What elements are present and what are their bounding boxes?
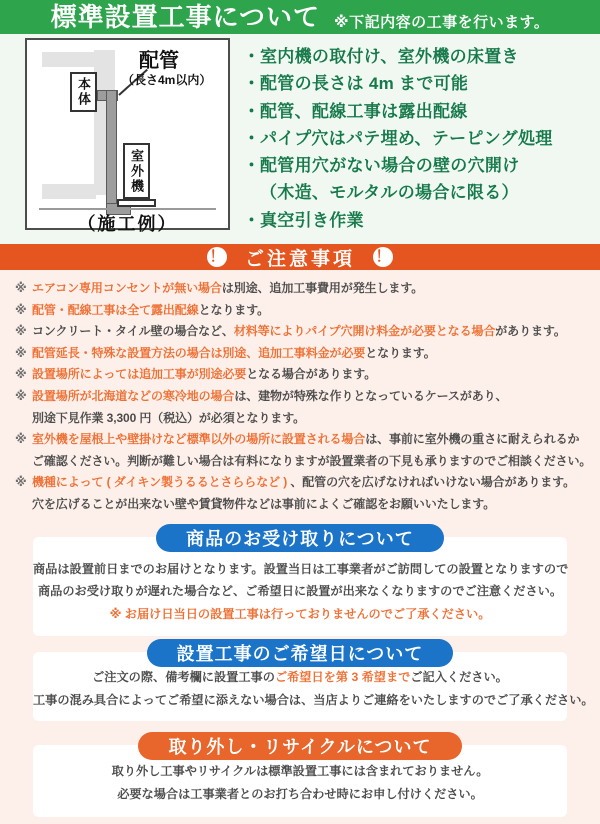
outdoor-unit-box: 室外機 [123, 143, 150, 199]
note-text: があります。 [495, 324, 566, 339]
schedule-text: ご記入ください。 [410, 670, 508, 685]
pickup-text-line: 商品は設置前日までのお届けとなります。設置当日は工事業者がご訪問しての設置となりますので [33, 561, 569, 576]
note-mark: ※ [15, 388, 27, 403]
bullet-dot: ・ [243, 74, 261, 94]
list-item [243, 207, 553, 234]
note-text: は、事前に室外機の重さに耐えられるか [365, 432, 580, 447]
note-highlight: 配管・配線工事は全て露出配線 [32, 302, 199, 317]
note-line [15, 343, 598, 365]
bullet-dot: ・ [243, 156, 261, 176]
note-text: は、建物が特殊な作りとなっているケースがあり、 [234, 388, 508, 403]
note-text: コンクリート・タイル壁の場合など、 [32, 324, 234, 339]
exclamation-icon: ！ [373, 247, 393, 267]
wall-shape [42, 52, 96, 67]
note-line [15, 278, 598, 300]
indoor-unit-box: 本体 [70, 72, 97, 112]
schedule-highlight: ご希望日を第 3 希望まで [274, 670, 411, 685]
note-line [15, 429, 598, 451]
caution-banner [0, 244, 600, 270]
note-mark: ※ [15, 302, 27, 317]
note-text: 別途下見作業 3,300 円（税込）が必須となります。 [32, 410, 306, 425]
note-line [15, 472, 598, 494]
schedule-text-line [33, 666, 567, 689]
caution-notes-list [15, 278, 598, 516]
pipe-length-note: （長さ4m以内） [122, 73, 212, 87]
page-subtitle: ※下記内容の工事を行います。 [334, 14, 550, 31]
note-highlight: 配管延長・特殊な設置方法の場合は別途、追加工事料金が必要 [32, 345, 366, 360]
bullet-text: パイプ穴はパテ埋め、テーピング処理 [260, 128, 553, 148]
note-line [15, 386, 598, 408]
details-section [0, 270, 600, 824]
bullet-dot: ・ [243, 101, 261, 121]
schedule-section [0, 639, 600, 721]
bullet-dot: ・ [243, 210, 261, 230]
note-text: ご確認ください。判断が難しい場合は有料になりますが設置業者の下見も承りますのでご相談ください。 [32, 453, 592, 468]
note-highlight: 室外機を屋根上や壁掛けなど標準以外の場所に設置される場合 [32, 432, 366, 447]
bullet-text: （木造、モルタルの場合に限る） [260, 183, 519, 203]
removal-section [0, 732, 600, 817]
pickup-warning-line: ※ お届け日当日の設置工事は行っておりませんのでご了承ください。 [109, 606, 491, 621]
note-highlight: エアコン専用コンセントが無い場合 [32, 281, 222, 295]
note-mark: ※ [15, 432, 27, 447]
wall-shape [42, 184, 96, 199]
installation-bullet-list [243, 43, 553, 234]
list-item [243, 152, 553, 179]
list-item-continuation [243, 179, 553, 206]
note-line-continuation [15, 451, 598, 473]
note-line-continuation [15, 494, 598, 516]
note-line [15, 364, 598, 386]
pipe-segment [106, 90, 117, 215]
bullet-text: 室内機の取付け、室外機の床置き [260, 47, 519, 66]
bullet-text: 配管用穴がない場合の壁の穴開け [260, 156, 520, 176]
note-line [15, 321, 598, 343]
bullet-text: 配管、配線工事は露出配線 [260, 101, 468, 121]
note-text: となります。 [198, 302, 270, 317]
caution-title: ご注意事項 [244, 248, 355, 270]
bullet-dot: ・ [243, 47, 261, 66]
note-mark: ※ [15, 345, 27, 360]
note-text: 穴を広げることが出来ない壁や賃貸物件などは事前によくご確認をお願いいたします。 [32, 496, 496, 511]
list-item [243, 98, 553, 125]
note-line [15, 300, 598, 322]
bullet-indent [243, 179, 260, 206]
note-text: となる場合があります。 [246, 367, 377, 382]
schedule-text-line: 工事の混み具合によってご希望に添えない場合は、当店よりご連絡をいたしますのでご了承ください。 [33, 692, 594, 707]
note-line-continuation [15, 408, 598, 430]
removal-text-line: 取り外し工事やリサイクルは標準設置工事には含まれておりません。 [111, 764, 489, 779]
note-mark: ※ [15, 367, 27, 382]
schedule-section-title-pill: 設置工事のご希望日について [147, 639, 454, 667]
pipe-label: 配管 [139, 50, 179, 72]
pickup-section [0, 524, 600, 637]
page-header [0, 0, 600, 34]
note-highlight: 材料等によりパイプ穴開け料金が必要となる場合 [233, 324, 496, 339]
list-item [243, 43, 553, 70]
list-item [243, 125, 553, 152]
removal-section-title-pill: 取り外し・リサイクルについて [138, 732, 461, 760]
note-mark: ※ [15, 475, 27, 490]
note-text: は別途、追加工事費用が発生します。 [221, 281, 424, 295]
page-title: 標準設置工事について [50, 2, 321, 32]
outdoor-unit-base [117, 199, 156, 207]
note-text: となります。 [365, 345, 436, 360]
note-highlight: 機種によって ( ダイキン製うるるとさららなど ) [32, 475, 291, 490]
note-mark: ※ [15, 281, 27, 295]
note-text: 、配管の穴を広げなければいけない場合があります。 [290, 475, 576, 490]
bullet-text: 真空引き作業 [260, 210, 364, 230]
diagram-caption: （施工例） [77, 214, 178, 234]
note-mark: ※ [15, 324, 27, 339]
pickup-text-line: 商品のお受け取りが遅れた場合など、ご希望日に設置が出来なくなりますのでご注意ください。 [37, 584, 563, 599]
bullet-dot: ・ [243, 128, 261, 148]
bullet-text: 配管の長さは 4m まで可能 [260, 74, 469, 94]
standard-installation-section [0, 34, 600, 244]
removal-text-line: 必要な場合は工事業者とのお打ち合わせ時にお申し付けください。 [117, 786, 483, 801]
note-highlight: 設置場所によっては追加工事が別途必要 [32, 367, 247, 382]
pickup-section-title-pill: 商品のお受け取りについて [156, 524, 444, 552]
schedule-text: ご注文の際、備考欄に設置工事の [92, 670, 275, 685]
exclamation-icon: ！ [207, 247, 227, 267]
installation-diagram [25, 38, 230, 234]
note-highlight: 設置場所が北海道などの寒冷地の場合 [32, 388, 235, 403]
list-item [243, 70, 553, 97]
